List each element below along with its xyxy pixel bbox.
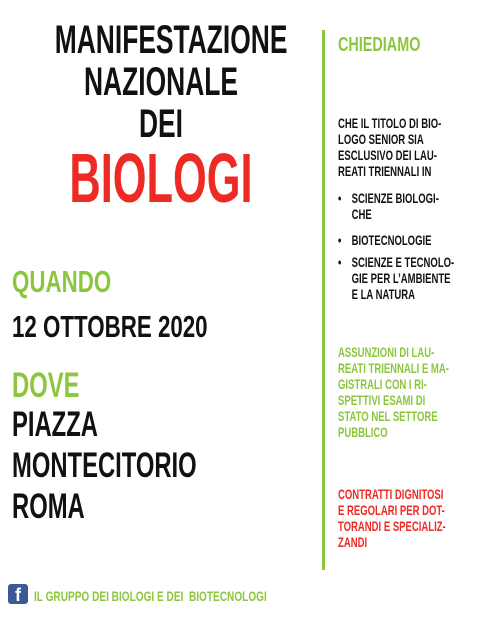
demand-bullet [338,254,474,302]
where-label: DOVE [12,366,80,405]
facebook-icon[interactable]: f [8,584,28,604]
bullet-dot-icon: • [338,232,342,248]
demand-bullet [338,190,474,222]
demands-intro: CHE IL TITOLO DI BIO- LOGO SENIOR SIA ESCLUSIVO DEI LAU- REATI TRIENNALI IN [338,115,442,179]
footer-group-name[interactable]: IL GRUPPO DEI BIOLOGI E DEI BIOTECNOLOGI [34,588,267,604]
bullet-dot-icon: • [338,254,342,270]
bullet-text: SCIENZE E TECNOLO- GIE PER L’AMBIENTE E LA NATURA [351,254,455,302]
location-line-1: PIAZZA [12,405,98,444]
location-line-3: ROMA [12,487,85,526]
location-line-2: MONTECITORIO [12,446,197,485]
title-line-1: MANIFESTAZIONE [54,18,288,62]
bullet-dot-icon: • [338,190,342,206]
bullet-text: SCIENZE BIOLOGI- CHE [351,190,439,222]
title-line-2: NAZIONALE [83,60,238,104]
when-label: QUANDO [12,264,112,299]
demand-bullet [338,232,474,248]
title-biologi: BIOLOGI [69,139,253,217]
demand-contracts: CONTRATTI DIGNITOSI E REGOLARI PER DOT- TORANDI E SPECIALIZ- ZANDI [338,486,446,550]
column-divider [322,30,325,570]
demand-hiring: ASSUNZIONI DI LAU- REATI TRIENNALI E MA- GISTRALI CON I RI- SPETTIVI ESAMI DI STATO NEL SETTORE PUBBLICO [338,344,449,440]
bullet-text: BIOTECNOLOGIE [351,232,432,248]
event-date: 12 OTTOBRE 2020 [12,309,208,344]
title-line-3: DEI [138,102,184,146]
demands-heading: CHIEDIAMO [338,34,421,56]
